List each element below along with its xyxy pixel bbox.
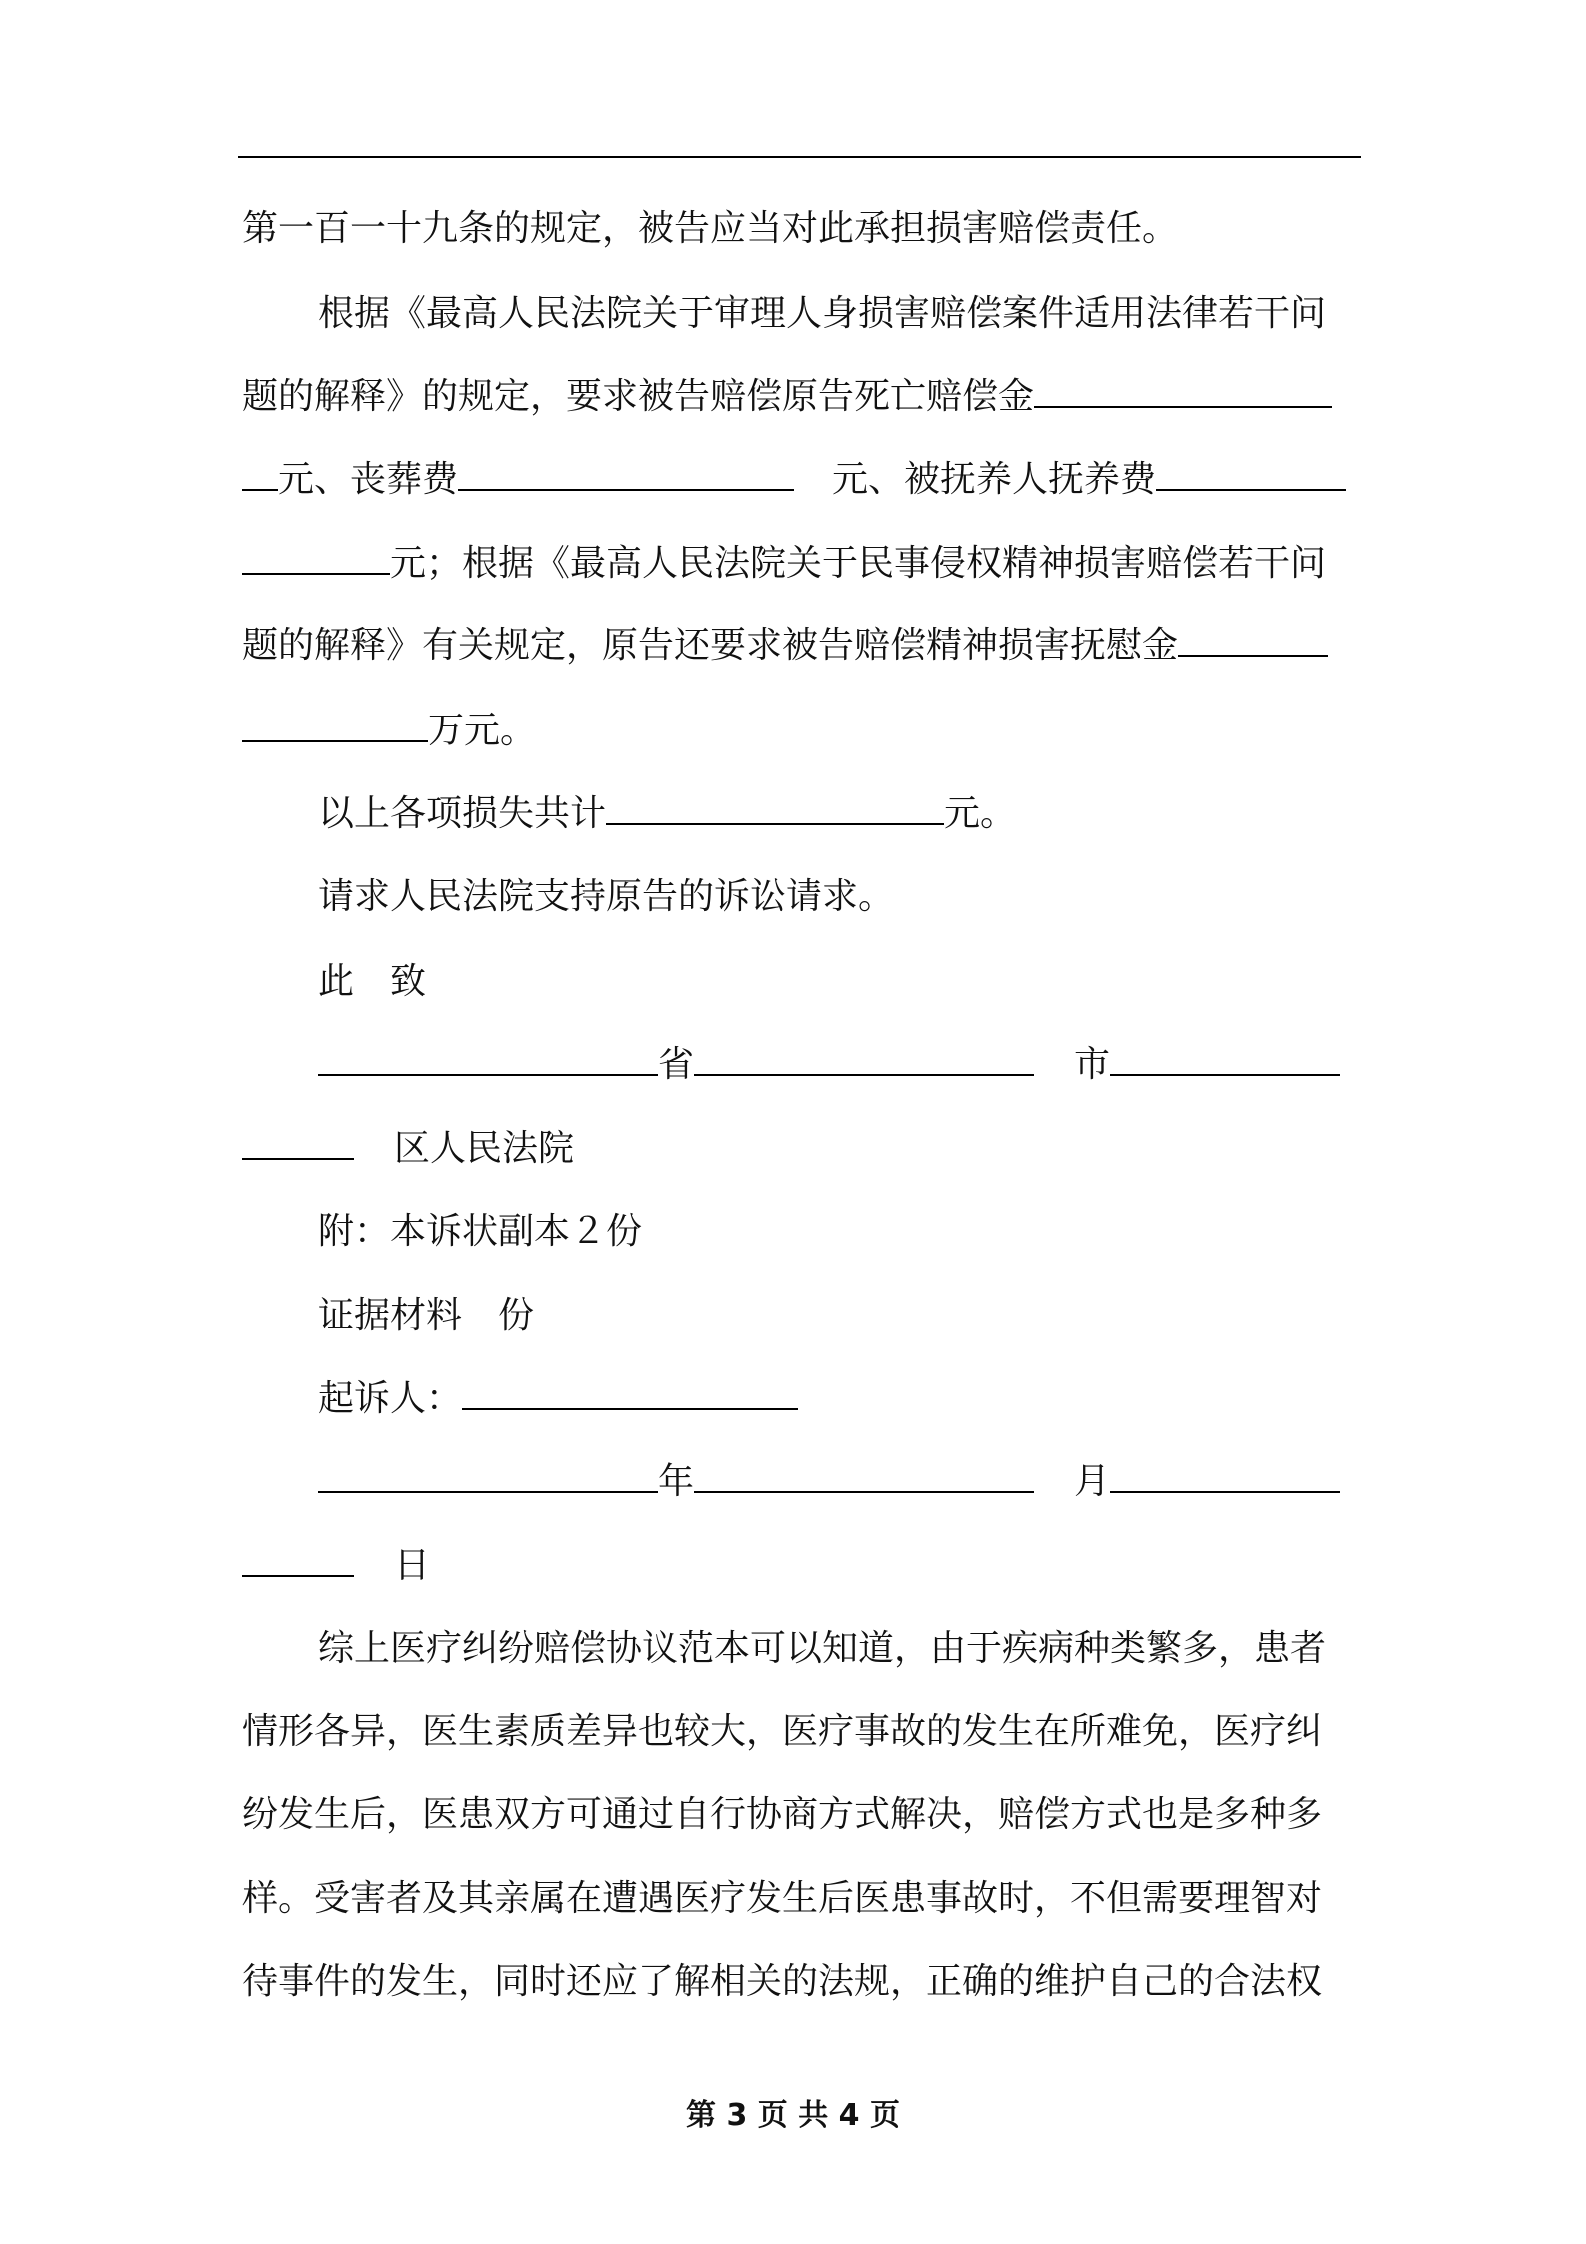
date-line <box>318 1458 1340 1506</box>
closing-line-4 <box>242 1875 1322 1923</box>
paragraph-text: 题的解释》有关规定，原告还要求被告赔偿精神损害抚慰金 <box>242 625 1179 666</box>
text-line-2 <box>318 290 1326 338</box>
paragraph-text: 样。受害者及其亲属在遭遇医疗发生后医患事故时，不但需要理智对 <box>242 1878 1323 1919</box>
plaintiff-line <box>318 1375 798 1423</box>
district-court-label: 区人民法院 <box>394 1128 575 1169</box>
salutation-text: 此 致 <box>318 961 427 1002</box>
day-label: 日 <box>394 1545 431 1586</box>
text-line-5 <box>242 540 1326 588</box>
attachment-evidence <box>318 1292 534 1340</box>
court-address-line <box>318 1041 1340 1089</box>
text-line-1 <box>242 205 1178 253</box>
paragraph-text: 第一百一十九条的规定，被告应当对此承担损害赔偿责任。 <box>242 208 1179 249</box>
fill-blank-mental-damage-cont[interactable] <box>242 710 428 742</box>
fill-blank-mental-damage[interactable] <box>1178 625 1328 657</box>
text-line-6 <box>242 622 1328 670</box>
attachment-evidence-text: 证据材料 份 <box>318 1295 535 1336</box>
page-number: 第 3 页 共 4 页 <box>686 2098 900 2133</box>
fill-blank-district-cont[interactable] <box>242 1128 354 1160</box>
paragraph-text: 待事件的发生，同时还应了解相关的法规，正确的维护自己的合法权 <box>242 1961 1323 2002</box>
text-line-3 <box>242 373 1332 421</box>
paragraph-text: 题的解释》的规定，要求被告赔偿原告死亡赔偿金 <box>242 376 1035 417</box>
province-label: 省 <box>658 1044 695 1085</box>
court-address-line-2 <box>242 1125 574 1173</box>
fill-blank-month[interactable] <box>694 1461 1034 1493</box>
fill-blank-dependent-support[interactable] <box>1156 459 1346 491</box>
paragraph-text: 情形各异，医生素质差异也较大，医疗事故的发生在所难免，医疗纠 <box>242 1711 1323 1752</box>
paragraph-text: 综上医疗纠纷赔偿协议范本可以知道，由于疾病种类繁多，患者 <box>318 1628 1327 1669</box>
plaintiff-label: 起诉人： <box>318 1378 463 1419</box>
closing-line-3 <box>242 1791 1322 1839</box>
fill-blank-death-compensation[interactable] <box>1034 376 1332 408</box>
paragraph-text: 元；根据《最高人民法院关于民事侵权精神损害赔偿若干问 <box>390 543 1327 584</box>
fill-blank-province[interactable] <box>318 1044 658 1076</box>
fill-blank-day-cont[interactable] <box>242 1545 354 1577</box>
text-line-4 <box>242 456 1346 504</box>
month-label: 月 <box>1074 1461 1111 1502</box>
paragraph-text: 元、丧葬费 <box>278 459 459 500</box>
fill-blank-plaintiff[interactable] <box>462 1378 798 1410</box>
total-label: 以上各项损失共计 <box>318 793 607 834</box>
closing-line-1 <box>318 1625 1326 1673</box>
date-line-2 <box>242 1542 430 1590</box>
header-rule <box>238 156 1361 158</box>
paragraph-text: 元、被抚养人抚养费 <box>832 459 1157 500</box>
fill-blank-district[interactable] <box>1110 1044 1340 1076</box>
paragraph-text: 万元。 <box>428 710 537 751</box>
fill-blank-death-compensation-cont[interactable] <box>242 459 278 491</box>
closing-line-5 <box>242 1958 1322 2006</box>
total-line <box>318 790 1016 838</box>
request-text: 请求人民法院支持原告的诉讼请求。 <box>318 876 895 917</box>
fill-blank-day[interactable] <box>1110 1461 1340 1493</box>
fill-blank-total[interactable] <box>606 793 944 825</box>
salutation <box>318 958 426 1006</box>
paragraph-text: 根据《最高人民法院关于审理人身损害赔偿案件适用法律若干问 <box>318 293 1327 334</box>
request-line <box>318 873 894 921</box>
year-label: 年 <box>658 1461 695 1502</box>
total-suffix: 元。 <box>944 793 1017 834</box>
fill-blank-funeral-expense[interactable] <box>458 459 794 491</box>
paragraph-text: 纷发生后，医患双方可通过自行协商方式解决，赔偿方式也是多种多 <box>242 1794 1323 1835</box>
city-label: 市 <box>1074 1044 1111 1085</box>
fill-blank-year[interactable] <box>318 1461 658 1493</box>
text-line-7 <box>242 707 536 755</box>
fill-blank-city[interactable] <box>694 1044 1034 1076</box>
attachment-copies <box>318 1208 642 1256</box>
closing-line-2 <box>242 1708 1322 1756</box>
attachment-copies-text: 附：本诉状副本２份 <box>318 1211 643 1252</box>
fill-blank-dependent-support-cont[interactable] <box>242 543 390 575</box>
